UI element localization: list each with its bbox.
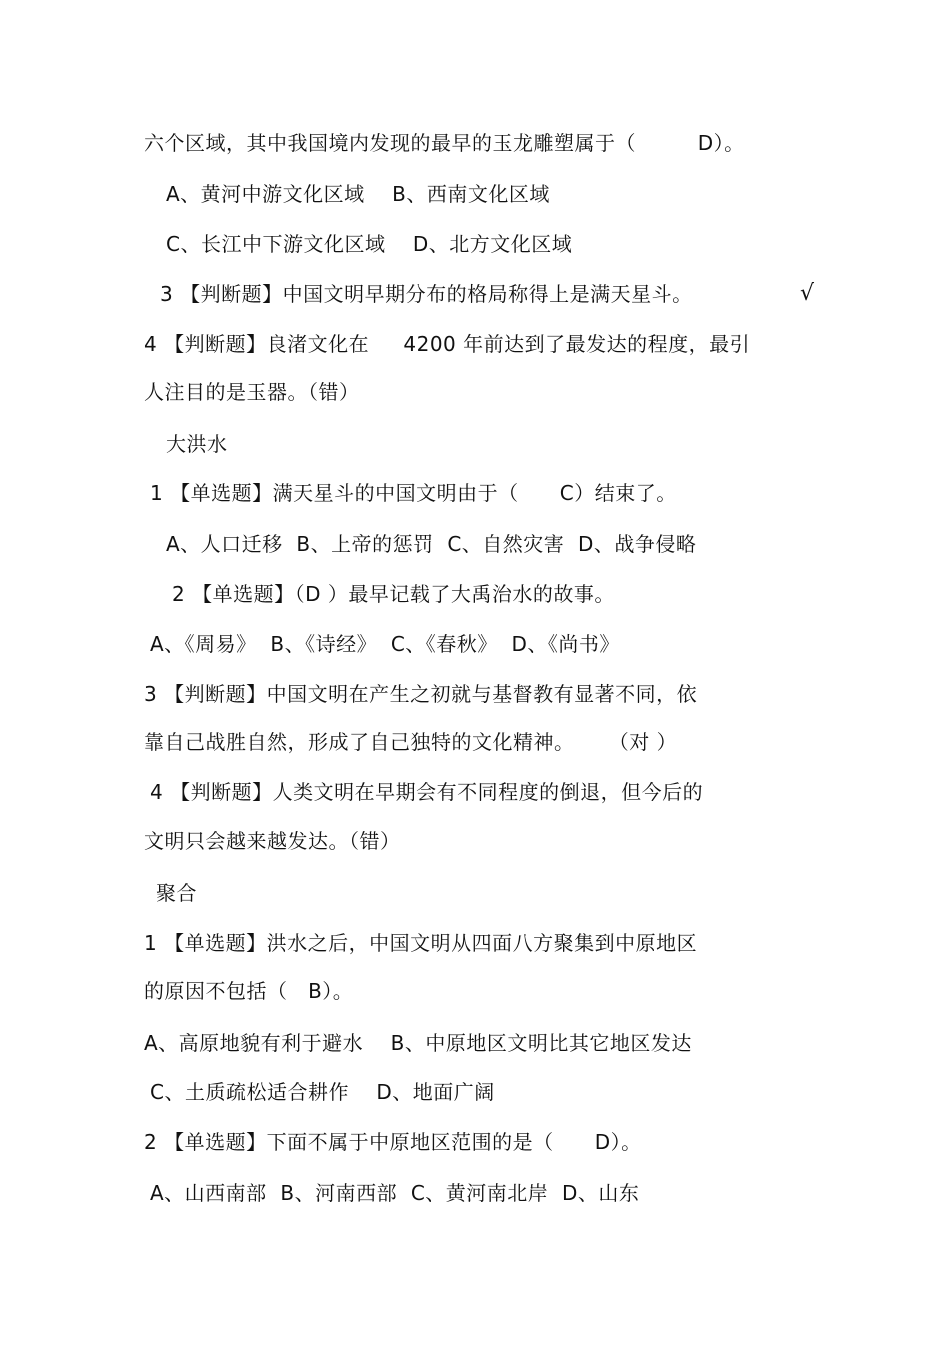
text-line-1: 六个区域，其中我国境内发现的最早的玉龙雕塑属于（ D）。 — [144, 131, 745, 155]
options-line-a-b-gathering: A、高原地貌有利于避水 B、中原地区文明比其它地区发达 — [144, 1031, 692, 1055]
section-heading-flood: 大洪水 — [166, 432, 228, 456]
question-4-continuation: 人注目的是玉器。（错） — [144, 380, 360, 404]
question-1-continuation-gathering: 的原因不包括（ B）。 — [144, 979, 354, 1003]
answer-check-mark: √ — [800, 281, 815, 306]
option-line-c-d: C、长江中下游文化区域 D、北方文化区域 — [166, 232, 573, 256]
option-line-a-b: A、黄河中游文化区域 B、西南文化区域 — [166, 182, 550, 206]
section-heading-gathering: 聚合 — [156, 881, 197, 905]
question-4-continuation-flood: 文明只会越来越发达。（错） — [144, 829, 401, 853]
question-3-judgment: 3 【判断题】中国文明早期分布的格局称得上是满天星斗。 — [160, 282, 693, 306]
question-2-single-choice: 2 【单选题】（D ）最早记载了大禹治水的故事。 — [172, 582, 615, 606]
options-line-c-d-gathering: C、土质疏松适合耕作 D、地面广阔 — [150, 1080, 495, 1104]
question-4-judgment: 4 【判断题】良渚文化在 4200 年前达到了最发达的程度，最引 — [144, 332, 751, 356]
question-1-single-choice-gathering: 1 【单选题】洪水之后，中国文明从四面八方聚集到中原地区 — [144, 931, 698, 955]
question-1-single-choice: 1 【单选题】满天星斗的中国文明由于（ C）结束了。 — [150, 481, 677, 505]
options-question-1: A、人口迁移 B、上帝的惩罚 C、自然灾害 D、战争侵略 — [166, 532, 697, 556]
question-4-judgment-flood: 4 【判断题】人类文明在早期会有不同程度的倒退，但今后的 — [150, 780, 704, 804]
question-3-judgment-flood: 3 【判断题】中国文明在产生之初就与基督教有显著不同，依 — [144, 682, 698, 706]
options-question-2: A、《周易》 B、《诗经》 C、《春秋》 D、《尚书》 — [150, 632, 620, 656]
options-question-2-gathering: A、山西南部 B、河南西部 C、黄河南北岸 D、山东 — [150, 1181, 640, 1205]
question-3-continuation: 靠自己战胜自然，形成了自己独特的文化精神。 （对 ） — [144, 730, 678, 754]
question-2-single-choice-gathering: 2 【单选题】下面不属于中原地区范围的是（ D）。 — [144, 1130, 642, 1154]
